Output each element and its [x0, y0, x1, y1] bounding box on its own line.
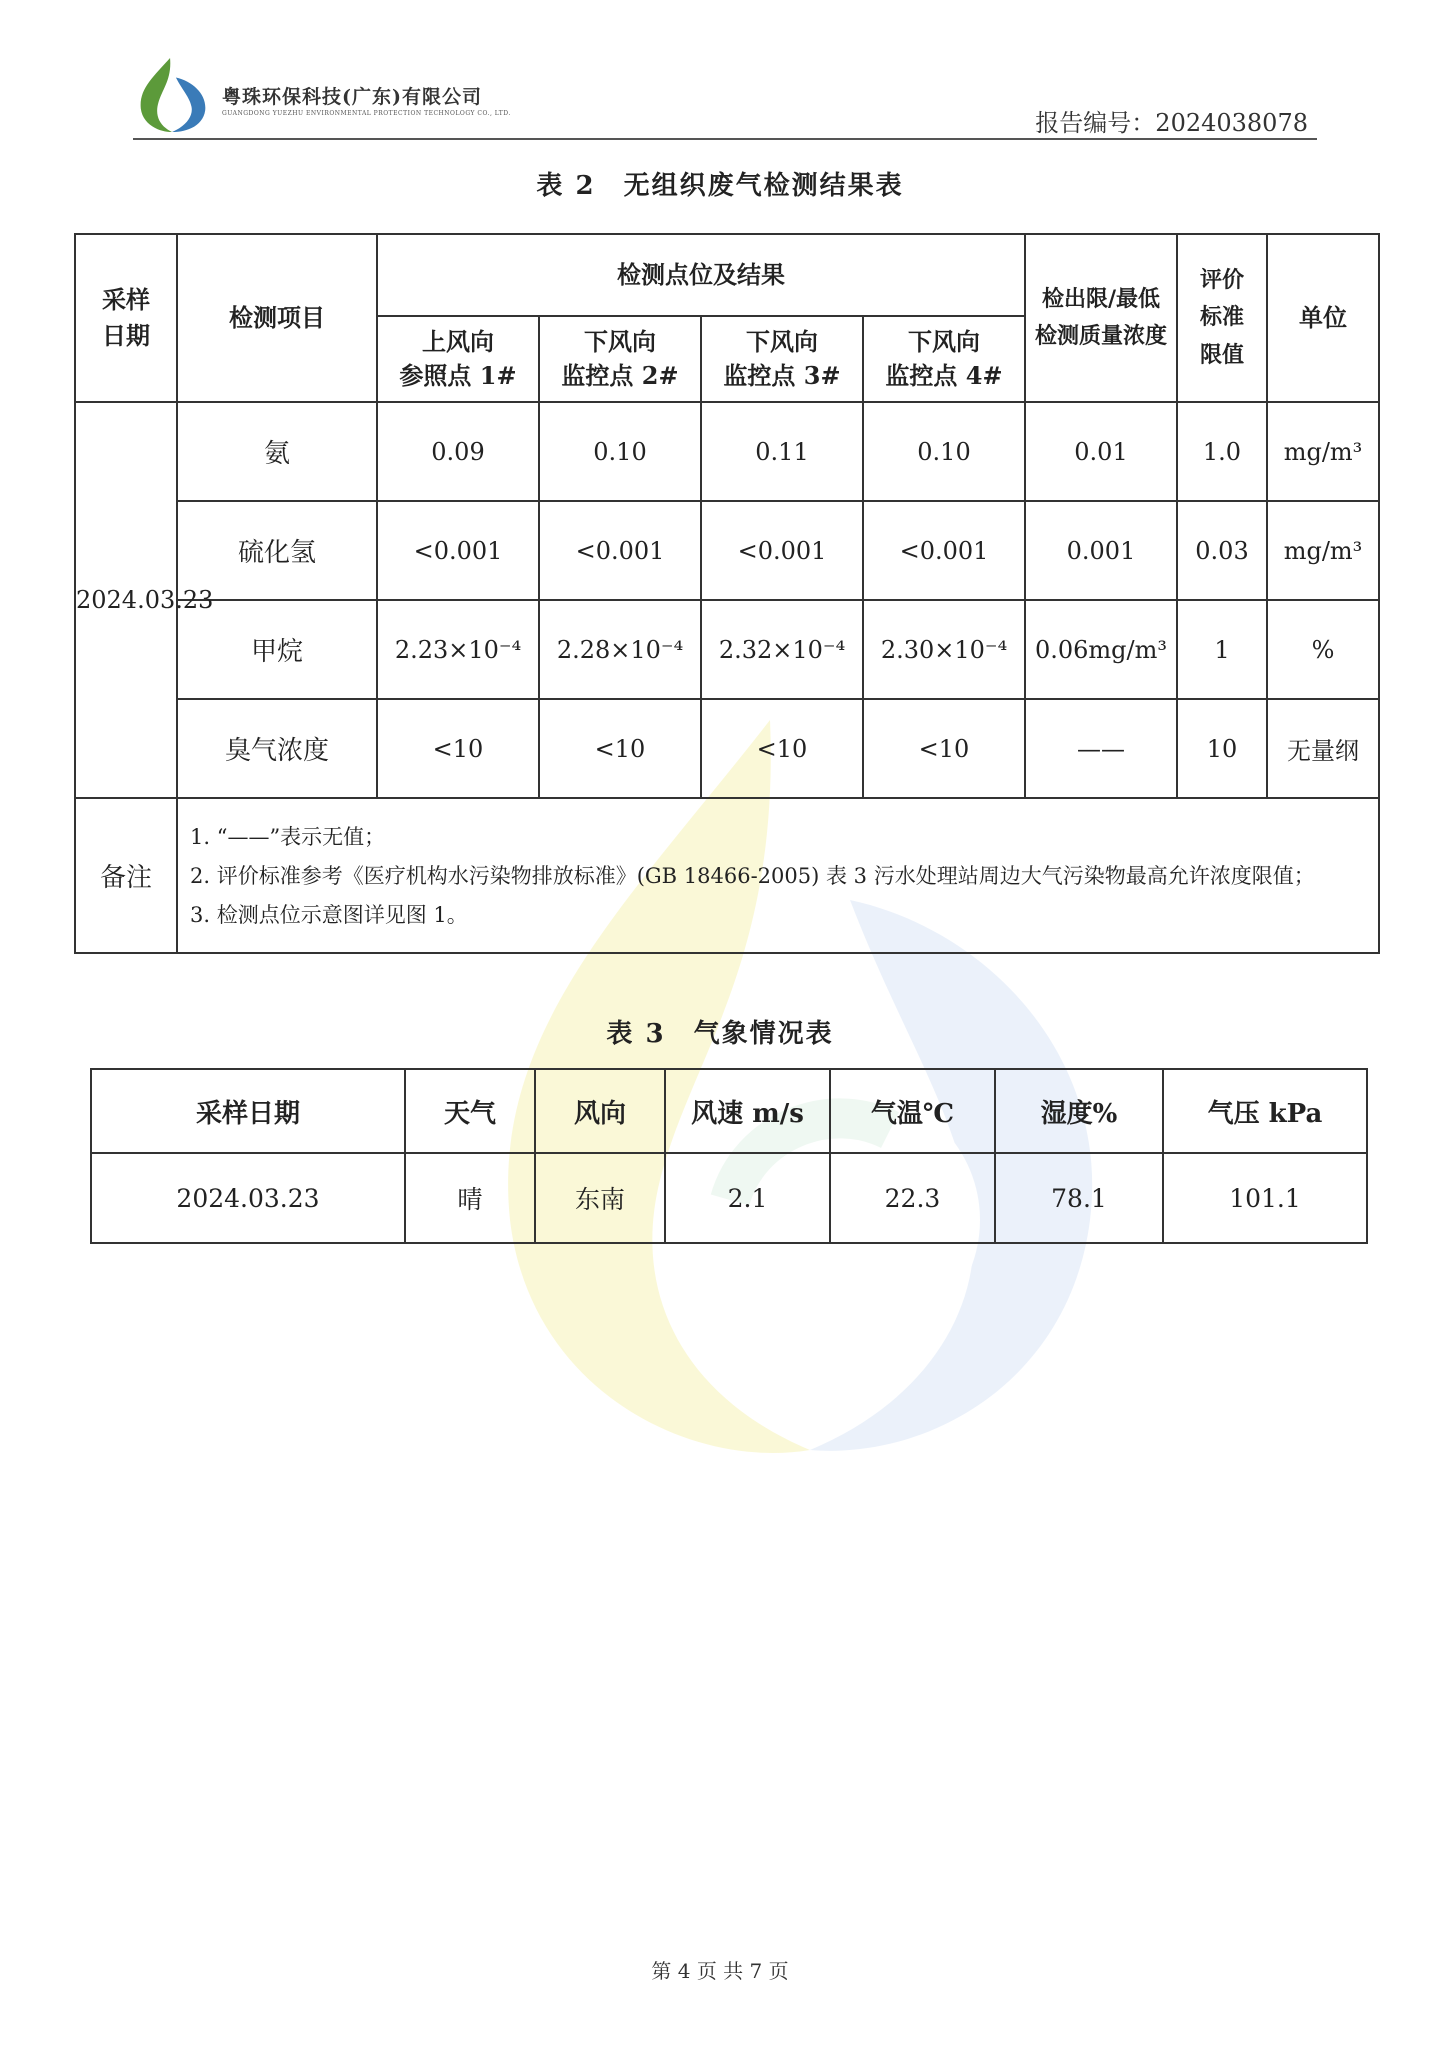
- header-point-1: 上风向 参照点 1#: [377, 316, 539, 402]
- unit-cell: mg/m³: [1267, 501, 1379, 600]
- table3-title: 表 3 气象情况表: [606, 1019, 834, 1049]
- item-cell: 氨: [177, 402, 377, 501]
- header-standard-limit: 评价标准限值: [1177, 234, 1267, 402]
- table-row: [91, 1153, 1367, 1243]
- table2-title: 表 2 无组织废气检测结果表: [536, 171, 904, 201]
- value-cell: <10: [701, 699, 863, 798]
- value-cell: 0.11: [701, 402, 863, 501]
- value-cell: <0.001: [863, 501, 1025, 600]
- header-detection-limit: 检出限/最低检测质量浓度: [1025, 234, 1177, 402]
- note-1: 1. “——”表示无值；: [190, 825, 386, 849]
- company-name-cn: 粤珠环保科技(广东)有限公司: [222, 86, 482, 108]
- standard-cell: 0.03: [1177, 501, 1267, 600]
- value-cell: 2.32×10⁻⁴: [701, 600, 863, 699]
- page-number: 第 4 页 共 7 页: [651, 1959, 789, 1983]
- unit-cell: 无量纲: [1267, 699, 1379, 798]
- company-name-en: GUANGDONG YUEZHU ENVIRONMENTAL PROTECTION TECHNOLOGY CO., LTD.: [222, 110, 511, 117]
- value-cell: 2.28×10⁻⁴: [539, 600, 701, 699]
- weather-cell: 晴: [405, 1153, 535, 1243]
- table-row: [75, 699, 1379, 798]
- value-cell: <10: [863, 699, 1025, 798]
- value-cell: <10: [539, 699, 701, 798]
- humidity-cell: 78.1: [995, 1153, 1163, 1243]
- header-temperature: 气温℃: [830, 1069, 995, 1153]
- header-wind-speed: 风速 m/s: [665, 1069, 830, 1153]
- limit-cell: 0.06mg/m³: [1025, 600, 1177, 699]
- standard-cell: 10: [1177, 699, 1267, 798]
- wind-direction-cell: 东南: [535, 1153, 665, 1243]
- standard-cell: 1.0: [1177, 402, 1267, 501]
- header-sampling-date: 采样日期: [91, 1069, 405, 1153]
- table-row: [75, 600, 1379, 699]
- company-logo-icon: [133, 56, 211, 134]
- value-cell: <10: [377, 699, 539, 798]
- date-cell: 2024.03.23: [91, 1153, 405, 1243]
- value-cell: <0.001: [377, 501, 539, 600]
- item-cell: 臭气浓度: [177, 699, 377, 798]
- limit-cell: 0.01: [1025, 402, 1177, 501]
- weather-table: [90, 1068, 1368, 1244]
- header-wind-direction: 风向: [535, 1069, 665, 1153]
- notes-label: 备注: [75, 798, 177, 953]
- header-humidity: 湿度%: [995, 1069, 1163, 1153]
- wind-speed-cell: 2.1: [665, 1153, 830, 1243]
- report-number: 报告编号：2024038078: [1035, 109, 1308, 137]
- value-cell: 0.09: [377, 402, 539, 501]
- table-row: [75, 402, 1379, 501]
- notes-row: [75, 798, 1379, 953]
- header-test-item: 检测项目: [177, 234, 377, 402]
- header-weather: 天气: [405, 1069, 535, 1153]
- value-cell: 2.30×10⁻⁴: [863, 600, 1025, 699]
- limit-cell: ——: [1025, 699, 1177, 798]
- unit-cell: mg/m³: [1267, 402, 1379, 501]
- header-point-2: 下风向 监控点 2#: [539, 316, 701, 402]
- table-row: [75, 501, 1379, 600]
- note-2: 2. 评价标准参考《医疗机构水污染物排放标准》(GB 18466-2005) 表 3 污水处理站周边大气污染物最高允许浓度限值；: [190, 864, 1315, 888]
- limit-cell: 0.001: [1025, 501, 1177, 600]
- header-divider: [133, 138, 1317, 140]
- header-pressure: 气压 kPa: [1163, 1069, 1367, 1153]
- header-sampling-date: 采样日期: [75, 234, 177, 402]
- sampling-date-cell: 2024.03.23: [75, 402, 177, 798]
- value-cell: <0.001: [539, 501, 701, 600]
- item-cell: 硫化氢: [177, 501, 377, 600]
- value-cell: 2.23×10⁻⁴: [377, 600, 539, 699]
- standard-cell: 1: [1177, 600, 1267, 699]
- header-point-4: 下风向 监控点 4#: [863, 316, 1025, 402]
- header-points-group: 检测点位及结果: [377, 234, 1025, 316]
- temperature-cell: 22.3: [830, 1153, 995, 1243]
- value-cell: 0.10: [863, 402, 1025, 501]
- emission-results-table: [74, 233, 1380, 954]
- note-3: 3. 检测点位示意图详见图 1。: [190, 903, 468, 927]
- value-cell: <0.001: [701, 501, 863, 600]
- value-cell: 0.10: [539, 402, 701, 501]
- header-unit: 单位: [1267, 234, 1379, 402]
- header-point-3: 下风向 监控点 3#: [701, 316, 863, 402]
- unit-cell: %: [1267, 600, 1379, 699]
- notes-cell: [177, 798, 1379, 953]
- item-cell: 甲烷: [177, 600, 377, 699]
- pressure-cell: 101.1: [1163, 1153, 1367, 1243]
